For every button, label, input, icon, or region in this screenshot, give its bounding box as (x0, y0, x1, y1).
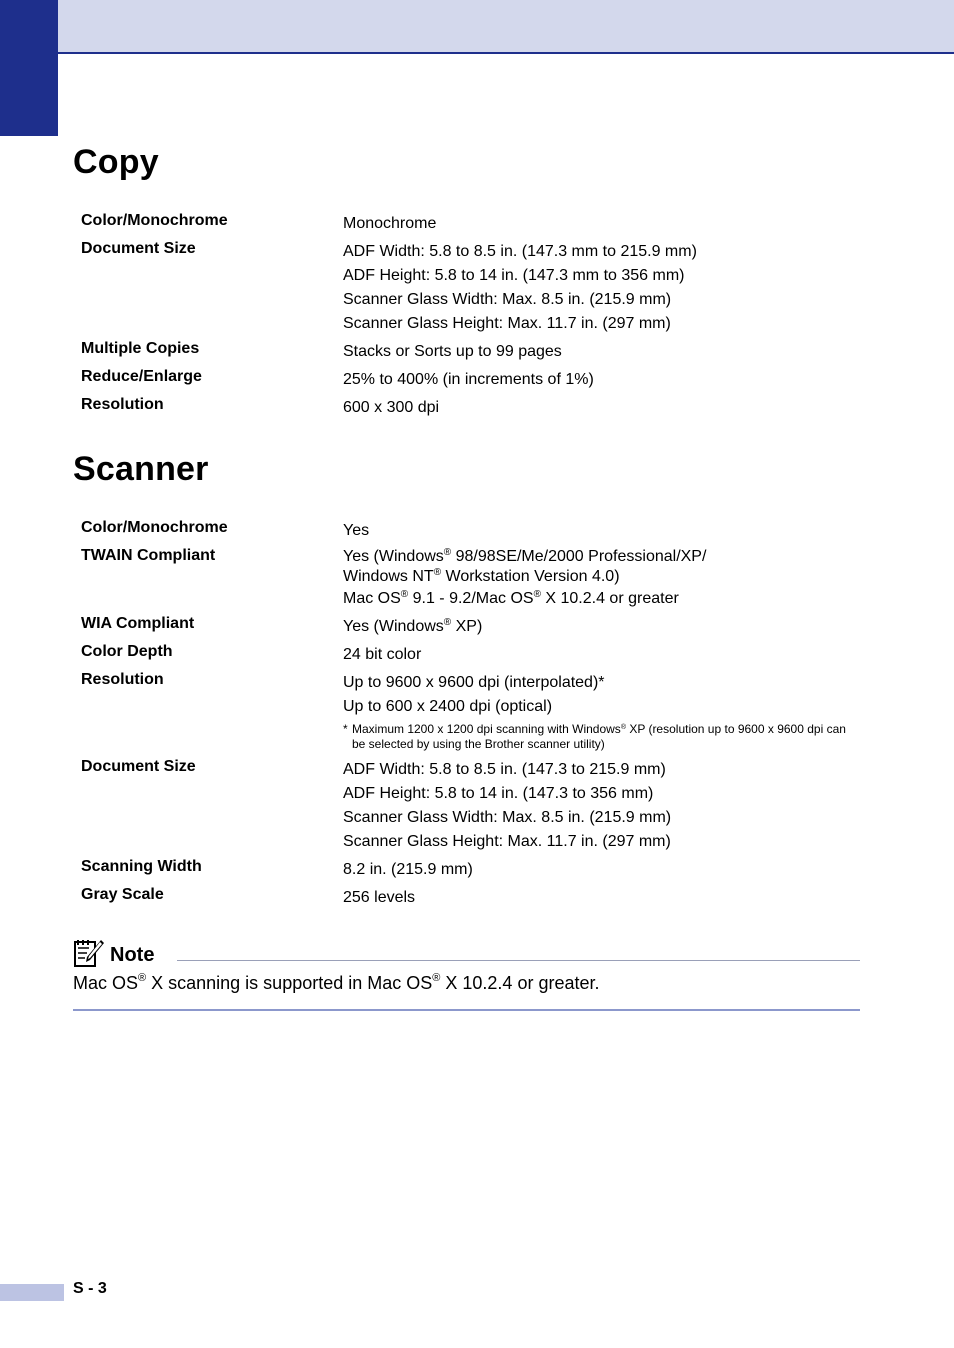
note-divider (177, 960, 860, 961)
spec-row (81, 547, 861, 615)
spec-label: WIA Compliant (81, 615, 195, 632)
spec-value: ADF Width: 5.8 to 8.5 in. (147.3 to 215.9 mm) (343, 761, 666, 778)
spec-row (81, 519, 861, 547)
spec-value: Mac OS® 9.1 - 9.2/Mac OS® X 10.2.4 or greater (343, 589, 679, 607)
registered-mark: ® (400, 589, 409, 600)
resolution-footnote: * Maximum 1200 x 1200 dpi scanning with Windows® XP (resolution up to 9600 x 9600 dpi can be selected by using the Brother scanner utility) (343, 722, 846, 751)
note-text: Mac OS® X scanning is supported in Mac OS® X 10.2.4 or greater. (73, 972, 600, 993)
note-title: Note (110, 944, 155, 966)
spec-value: 8.2 in. (215.9 mm) (343, 861, 473, 878)
scanner-section-title: Scanner (73, 450, 209, 488)
registered-mark: ® (620, 724, 626, 731)
spec-label: Resolution (81, 671, 164, 688)
spec-value: Yes (Windows® 98/98SE/Me/2000 Professional/XP/ (343, 547, 707, 565)
spec-label: Resolution (81, 396, 164, 413)
spec-value: ADF Width: 5.8 to 8.5 in. (147.3 mm to 215.9 mm) (343, 243, 697, 260)
spec-row (81, 368, 861, 396)
spec-value: Yes (Windows® XP) (343, 617, 483, 635)
spec-value: Scanner Glass Height: Max. 11.7 in. (297 mm) (343, 833, 671, 850)
spec-value: Up to 600 x 2400 dpi (optical) (343, 698, 553, 715)
spec-row (81, 396, 861, 420)
spec-row (81, 671, 861, 758)
spec-row (81, 758, 861, 858)
spec-label: Color/Monochrome (81, 212, 228, 229)
registered-mark: ® (138, 972, 147, 984)
spec-label: Document Size (81, 758, 196, 775)
registered-mark: ® (443, 547, 452, 558)
scanner-spec-table (81, 519, 861, 910)
spec-row (81, 643, 861, 671)
spec-value: ADF Height: 5.8 to 14 in. (147.3 mm to 356 mm) (343, 267, 685, 284)
spec-value: 25% to 400% (in increments of 1%) (343, 371, 594, 388)
spec-value: ADF Height: 5.8 to 14 in. (147.3 to 356 mm) (343, 785, 654, 802)
spec-row (81, 886, 861, 910)
spec-row (81, 240, 861, 340)
spec-value: Windows NT® Workstation Version 4.0) (343, 567, 620, 585)
footer-block (0, 1284, 64, 1301)
spec-label: Color/Monochrome (81, 519, 228, 536)
spec-value: 256 levels (343, 889, 416, 906)
spec-value: Scanner Glass Height: Max. 11.7 in. (297 mm) (343, 315, 671, 332)
spec-value: Scanner Glass Width: Max. 8.5 in. (215.9 mm) (343, 809, 672, 826)
copy-section-title: Copy (73, 143, 159, 181)
spec-label: Scanning Width (81, 858, 202, 875)
note-bottom-divider (73, 1009, 860, 1011)
spec-label: Reduce/Enlarge (81, 368, 202, 385)
registered-mark: ® (432, 972, 441, 984)
header-band (0, 0, 954, 54)
spec-value: 24 bit color (343, 646, 422, 663)
spec-label: TWAIN Compliant (81, 547, 216, 564)
spec-row (81, 340, 861, 368)
registered-mark: ® (533, 589, 541, 600)
spec-value: Monochrome (343, 215, 437, 232)
spec-value: 600 x 300 dpi (343, 399, 440, 416)
spec-label: Color Depth (81, 643, 173, 660)
spec-value: Stacks or Sorts up to 99 pages (343, 343, 562, 360)
header-corner-block (0, 0, 58, 136)
spec-label: Multiple Copies (81, 340, 200, 357)
spec-row (81, 615, 861, 643)
spec-value: Yes (343, 522, 370, 539)
registered-mark: ® (443, 617, 452, 628)
page-number: S - 3 (73, 1280, 107, 1297)
spec-value: Up to 9600 x 9600 dpi (interpolated)* (343, 674, 605, 691)
note-pencil-icon (73, 938, 105, 973)
note-box (73, 936, 860, 1011)
copy-spec-table (81, 212, 861, 420)
spec-label: Gray Scale (81, 886, 164, 903)
spec-row (81, 858, 861, 886)
registered-mark: ® (433, 567, 442, 578)
spec-label: Document Size (81, 240, 196, 257)
spec-value: Scanner Glass Width: Max. 8.5 in. (215.9 mm) (343, 291, 672, 308)
spec-row (81, 212, 861, 240)
